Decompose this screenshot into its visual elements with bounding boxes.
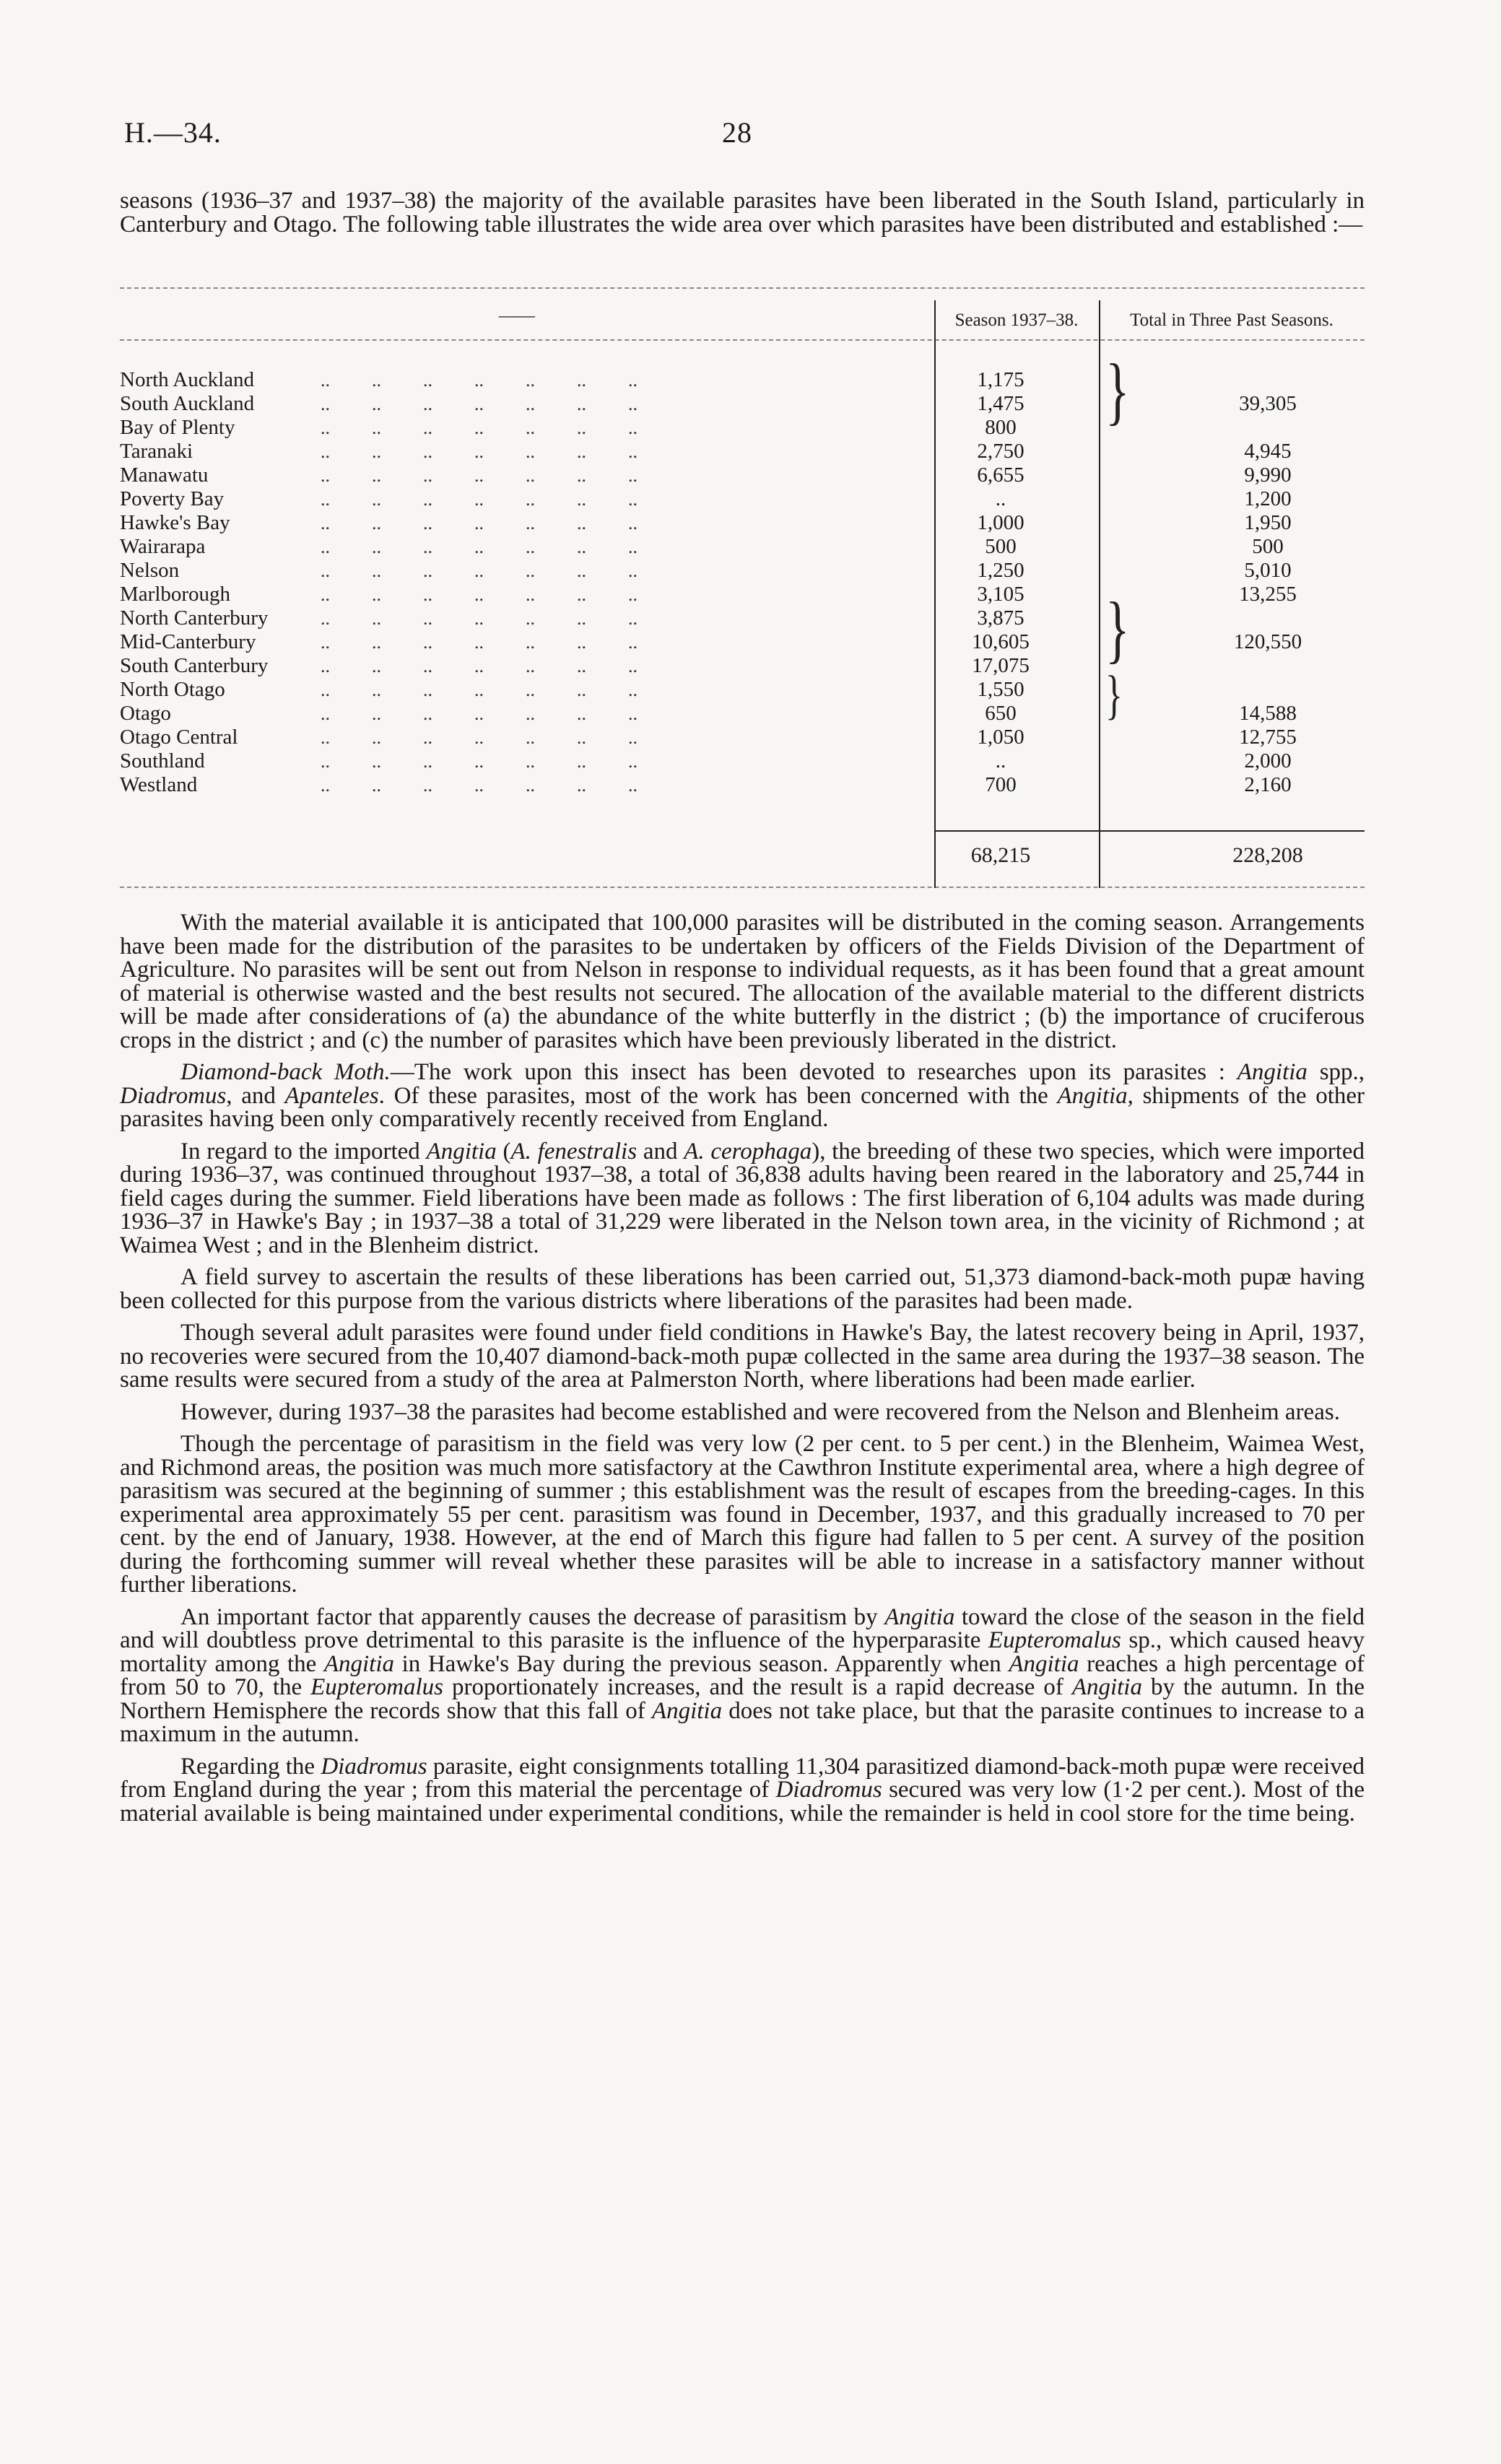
leader-dot: .. — [526, 656, 535, 676]
leader-dot: .. — [423, 775, 432, 796]
leader-dot: .. — [423, 727, 432, 748]
leader-dots — [321, 606, 934, 630]
leader-dot: .. — [628, 393, 638, 414]
leader-dot: .. — [423, 656, 432, 676]
leader-dots — [321, 749, 934, 773]
leader-dot: .. — [577, 703, 586, 724]
species-name: A. fenestralis — [510, 1138, 638, 1164]
leader-dot: .. — [526, 632, 535, 653]
leader-dots — [321, 702, 934, 726]
text-span: proportionately increases, and the result is a rapid decrease of — [451, 1674, 1063, 1700]
text-span: —The work upon this insect has been devoted to researches upon its parasites : — [390, 1059, 1225, 1085]
total-sum: 228,208 — [1232, 843, 1303, 867]
text-span: and — [643, 1138, 678, 1164]
leader-dot: .. — [577, 775, 586, 796]
text-span: In regard to the imported — [180, 1138, 420, 1164]
district-name: Hawke's Bay — [120, 511, 230, 534]
paragraph-hawkes-bay: Though several adult parasites were found under field conditions in Hawke's Bay, the latest recovery being in April, 1937, no recoveries were secured from the 10,407 diamond-back-moth pupæ collected in the same area during the 1937–38 season. The same results were secured from a study of the area at Palmerston North, where liberations had been made earlier. — [120, 1320, 1365, 1393]
body-text — [120, 911, 1365, 1825]
species-name: Diadromus — [321, 1753, 427, 1780]
leader-dot: .. — [321, 727, 330, 748]
leader-dot: .. — [474, 703, 484, 724]
district-name: North Auckland — [120, 368, 255, 391]
total-value: 500 — [1252, 535, 1284, 558]
season-value: 6,655 — [977, 463, 1024, 487]
table-row — [120, 463, 1365, 487]
leader-dot: .. — [628, 513, 638, 534]
species-name: Angitia — [884, 1603, 955, 1630]
paragraph-parasitism-percentage: Though the percentage of parasitism in the field was very low (2 per cent. to 5 per cent.) in the Blenheim, Waimea West, and Richmond areas, the position was much more satisfactory at the Cawthron Institute experimental area, where a high degree of parasitism was secured at the beginning of summer ; this establishment was the result of escapes from the breeding-cages. In this experimental area approximately 55 per cent. parasitism was found in December, 1937, and this gradually increased to 70 per cent. by the end of January, 1938. However, at the end of March this figure had fallen to 5 per cent. A survey of the position during the forthcoming summer will reveal whether these parasites will be able to increase in a satisfactory manner without further liberations. — [120, 1431, 1365, 1598]
leader-dot: .. — [321, 584, 330, 605]
leader-dot: .. — [628, 560, 638, 581]
season-column-header: Season 1937–38. — [954, 310, 1079, 330]
leader-dot: .. — [474, 513, 484, 534]
species-name: Diadromus — [775, 1777, 882, 1803]
table-row — [120, 559, 1365, 583]
leader-dot: .. — [628, 679, 638, 700]
text-span: by the autumn. In the Northern Hemisphere the records show that this fall of — [120, 1674, 1365, 1724]
season-value: 10,605 — [972, 630, 1030, 653]
leader-dots — [321, 440, 934, 463]
leader-dot: .. — [577, 656, 586, 676]
season-value: 800 — [985, 416, 1017, 439]
leader-dot: .. — [577, 441, 586, 462]
report-id: H.—34. — [124, 116, 222, 149]
leader-dot: .. — [474, 775, 484, 796]
leader-dot: .. — [321, 441, 330, 462]
leader-dot: .. — [372, 656, 381, 676]
species-name: Angitia — [1057, 1082, 1128, 1109]
table-row — [120, 749, 1365, 773]
leader-dot: .. — [526, 775, 535, 796]
leader-dot: .. — [321, 465, 330, 486]
table-row — [120, 487, 1365, 511]
season-sum: 68,215 — [970, 843, 1031, 867]
total-value: 2,160 — [1244, 773, 1292, 796]
leader-dot: .. — [423, 393, 432, 414]
brace-auckland: } — [1105, 349, 1130, 433]
leader-dot: .. — [628, 751, 638, 772]
leader-dots — [321, 511, 934, 535]
table-sum-rule — [934, 830, 1365, 832]
leader-dots — [321, 463, 934, 487]
leader-dot: .. — [321, 393, 330, 414]
total-value: 4,945 — [1244, 440, 1292, 463]
table-row — [120, 416, 1365, 440]
leader-dot: .. — [526, 560, 535, 581]
season-value: 500 — [985, 535, 1017, 558]
text-span: ( — [502, 1138, 511, 1164]
leader-dot: .. — [526, 584, 535, 605]
season-value: 3,875 — [977, 606, 1024, 630]
text-span: , and — [226, 1082, 276, 1109]
text-span: reaches a high percentage of from 50 to 70, the — [120, 1650, 1365, 1700]
table-bottom-rule — [120, 887, 1365, 888]
leader-dot: .. — [577, 370, 586, 391]
leader-dots — [321, 368, 934, 392]
leader-dot: .. — [474, 465, 484, 486]
leader-dot: .. — [577, 751, 586, 772]
leader-dots — [321, 654, 934, 678]
table-row — [120, 678, 1365, 702]
leader-dot: .. — [372, 775, 381, 796]
text-span: toward the close of the season in the field and will doubtless prove detrimental to this parasite is the influence of the hyperparasite — [120, 1603, 1365, 1653]
intro-text: seasons (1936–37 and 1937–38) the majority of the available parasites have been liberated in the South Island, particularly in Canterbury and Otago. The following table illustrates the wide area over which parasites have been distributed and established :— — [120, 188, 1365, 238]
leader-dot: .. — [526, 393, 535, 414]
district-name: Nelson — [120, 559, 180, 582]
leader-dot: .. — [628, 632, 638, 653]
leader-dot: .. — [372, 370, 381, 391]
leader-dot: .. — [321, 560, 330, 581]
species-name: Angitia — [1009, 1650, 1079, 1677]
table-row — [120, 392, 1365, 416]
text-span: An important factor that apparently causes the decrease of parasitism by — [180, 1603, 878, 1630]
leader-dot: .. — [423, 370, 432, 391]
table-row — [120, 440, 1365, 463]
leader-dot: .. — [372, 703, 381, 724]
total-value: 120,550 — [1233, 630, 1302, 653]
species-name: Angitia — [1237, 1059, 1308, 1085]
paragraph-established: However, during 1937–38 the parasites had become established and were recovered from the Nelson and Blenheim areas. — [180, 1398, 1340, 1425]
text-span: parasite, eight consignments totalling 11,304 parasitized diamond-back-moth pupæ were received from England during the year ; from this material the percentage of — [120, 1753, 1365, 1803]
leader-dot: .. — [577, 393, 586, 414]
text-span: sp., which caused heavy mortality among the — [120, 1627, 1365, 1677]
leader-dot: .. — [577, 560, 586, 581]
total-value: 12,755 — [1239, 726, 1297, 749]
leader-dot: .. — [321, 656, 330, 676]
leader-dot: .. — [423, 441, 432, 462]
total-value: 13,255 — [1239, 583, 1297, 606]
leader-dot: .. — [474, 608, 484, 629]
leader-dot: .. — [372, 560, 381, 581]
season-value: 2,750 — [977, 440, 1024, 463]
district-name: Southland — [120, 749, 205, 772]
leader-dot: .. — [321, 608, 330, 629]
leader-dot: .. — [372, 679, 381, 700]
total-value: 39,305 — [1239, 392, 1297, 415]
species-name: Apanteles — [284, 1082, 379, 1109]
leader-dot: .. — [372, 489, 381, 510]
season-value: 17,075 — [972, 654, 1030, 677]
leader-dots — [321, 773, 934, 797]
leader-dot: .. — [372, 441, 381, 462]
leader-dot: .. — [321, 679, 330, 700]
leader-dot: .. — [372, 751, 381, 772]
leader-dot: .. — [423, 560, 432, 581]
table-row — [120, 583, 1365, 606]
leader-dot: .. — [474, 679, 484, 700]
leader-dot: .. — [577, 632, 586, 653]
leader-dot: .. — [321, 703, 330, 724]
text-span: Regarding the — [180, 1753, 316, 1780]
leader-dot: .. — [526, 536, 535, 557]
district-column-header: —— — [499, 306, 535, 326]
leader-dot: .. — [577, 584, 586, 605]
leader-dots — [321, 678, 934, 702]
species-name: A. cerophaga — [684, 1138, 812, 1164]
species-name: Diadromus — [120, 1082, 227, 1109]
table-row — [120, 535, 1365, 559]
table-header-rule — [120, 339, 1365, 341]
leader-dots — [321, 487, 934, 511]
leader-dot: .. — [628, 465, 638, 486]
leader-dot: .. — [474, 441, 484, 462]
table-row — [120, 773, 1365, 797]
leader-dot: .. — [628, 441, 638, 462]
leader-dot: .. — [577, 465, 586, 486]
leader-dot: .. — [628, 656, 638, 676]
district-name: Poverty Bay — [120, 487, 225, 510]
leader-dot: .. — [526, 417, 535, 438]
leader-dot: .. — [321, 370, 330, 391]
leader-dot: .. — [526, 441, 535, 462]
leader-dot: .. — [474, 417, 484, 438]
total-value: 9,990 — [1244, 463, 1292, 487]
leader-dot: .. — [372, 536, 381, 557]
leader-dot: .. — [474, 584, 484, 605]
district-name: South Canterbury — [120, 654, 269, 677]
table-row — [120, 726, 1365, 749]
leader-dot: .. — [526, 489, 535, 510]
leader-dot: .. — [577, 608, 586, 629]
district-name: Wairarapa — [120, 535, 206, 558]
leader-dots — [321, 583, 934, 606]
leader-dot: .. — [526, 727, 535, 748]
leader-dot: .. — [474, 632, 484, 653]
district-name: North Canterbury — [120, 606, 269, 630]
leader-dot: .. — [577, 679, 586, 700]
leader-dot: .. — [321, 632, 330, 653]
leader-dot: .. — [526, 370, 535, 391]
season-value: 700 — [985, 773, 1017, 796]
leader-dot: .. — [372, 465, 381, 486]
season-value: 1,550 — [977, 678, 1024, 701]
leader-dot: .. — [526, 513, 535, 534]
leader-dot: .. — [372, 727, 381, 748]
leader-dot: .. — [321, 489, 330, 510]
district-name: Otago — [120, 702, 171, 725]
total-value: 5,010 — [1244, 559, 1292, 582]
paragraph-field-survey: A field survey to ascertain the results of these liberations has been carried out, 51,373 diamond-back-moth pupæ having been collected for this purpose from the various districts where liberations of the parasites had been made. — [120, 1264, 1365, 1314]
leader-dot: .. — [423, 584, 432, 605]
paragraph-hyperparasite — [120, 1603, 1365, 1747]
leader-dot: .. — [474, 393, 484, 414]
leader-dot: .. — [526, 679, 535, 700]
leader-dot: .. — [372, 584, 381, 605]
diamond-back-heading: Diamond-back Moth. — [180, 1059, 391, 1085]
leader-dot: .. — [423, 489, 432, 510]
season-value: .. — [995, 749, 1006, 772]
leader-dot: .. — [321, 417, 330, 438]
text-span: does not take place, but that the parasite continues to increase to a maximum in the autumn. — [120, 1697, 1365, 1747]
leader-dot: .. — [321, 751, 330, 772]
table-row — [120, 368, 1365, 392]
species-name: Eupteromalus — [988, 1627, 1121, 1653]
leader-dot: .. — [321, 513, 330, 534]
leader-dot: .. — [423, 465, 432, 486]
text-span: in Hawke's Bay during the previous season. Apparently when — [401, 1650, 1001, 1677]
season-value: 3,105 — [977, 583, 1024, 606]
district-name: North Otago — [120, 678, 225, 701]
leader-dot: .. — [423, 679, 432, 700]
leader-dot: .. — [577, 727, 586, 748]
total-column-header: Total in Three Past Seasons. — [1130, 310, 1334, 330]
leader-dots — [321, 630, 934, 654]
leader-dot: .. — [372, 632, 381, 653]
leader-dots — [321, 416, 934, 440]
leader-dot: .. — [423, 632, 432, 653]
leader-dot: .. — [321, 536, 330, 557]
leader-dot: .. — [474, 489, 484, 510]
leader-dot: .. — [577, 489, 586, 510]
season-value: 1,250 — [977, 559, 1024, 582]
species-name: Angitia — [323, 1650, 395, 1677]
leader-dots — [321, 726, 934, 749]
paragraph-imported-angitia — [120, 1140, 1365, 1258]
season-value: 1,475 — [977, 392, 1024, 415]
leader-dot: .. — [474, 656, 484, 676]
text-span: ), the breeding of these two species, which were imported during 1936–37, was continued throughout 1937–38, a total of 36,838 adults having been reared in the laboratory and 25,744 in field cages during the summer. Field liberations have been made as follows : The first liberation of 6,104 adults was made during 1936–37 in Hawke's Bay ; in 1937–38 a total of 31,229 were liberated in the Nelson town area, in the vicinity of Richmond ; at Waimea West ; and in the Blenheim district. — [120, 1138, 1365, 1258]
leader-dots — [321, 392, 934, 416]
leader-dot: .. — [372, 513, 381, 534]
leader-dot: .. — [628, 417, 638, 438]
leader-dot: .. — [321, 775, 330, 796]
leader-dot: .. — [577, 417, 586, 438]
district-name: Bay of Plenty — [120, 416, 235, 439]
table-row — [120, 654, 1365, 678]
leader-dot: .. — [372, 608, 381, 629]
text-span: spp., — [1319, 1059, 1365, 1085]
species-name: Eupteromalus — [310, 1674, 444, 1700]
season-value: 1,050 — [977, 726, 1024, 749]
district-name: Mid-Canterbury — [120, 630, 256, 653]
leader-dot: .. — [577, 513, 586, 534]
leader-dot: .. — [526, 608, 535, 629]
table-row — [120, 630, 1365, 654]
intro-paragraph — [120, 189, 1365, 236]
text-span: , shipments of the other parasites having been only comparatively recently received from England. — [120, 1082, 1365, 1132]
table-row — [120, 606, 1365, 630]
table-row — [120, 511, 1365, 535]
leader-dot: .. — [474, 370, 484, 391]
district-name: Manawatu — [120, 463, 209, 487]
leader-dot: .. — [628, 775, 638, 796]
page-number: 28 — [722, 116, 752, 149]
leader-dot: .. — [628, 703, 638, 724]
brace-otago: } — [1105, 664, 1123, 725]
leader-dots — [321, 559, 934, 583]
leader-dot: .. — [577, 536, 586, 557]
leader-dot: .. — [628, 584, 638, 605]
leader-dot: .. — [526, 703, 535, 724]
leader-dot: .. — [628, 489, 638, 510]
leader-dot: .. — [628, 608, 638, 629]
leader-dot: .. — [423, 703, 432, 724]
leader-dot: .. — [423, 417, 432, 438]
leader-dot: .. — [474, 560, 484, 581]
paragraph-diadromus — [120, 1755, 1365, 1826]
season-value: 1,000 — [977, 511, 1024, 534]
season-value: 650 — [985, 702, 1017, 725]
leader-dot: .. — [423, 536, 432, 557]
brace-canterbury: } — [1105, 588, 1130, 671]
leader-dot: .. — [474, 727, 484, 748]
leader-dots — [321, 535, 934, 559]
total-value: 1,200 — [1244, 487, 1292, 510]
species-name: Angitia — [1071, 1674, 1142, 1700]
total-value: 2,000 — [1244, 749, 1292, 772]
leader-dot: .. — [526, 751, 535, 772]
leader-dot: .. — [372, 417, 381, 438]
leader-dot: .. — [372, 393, 381, 414]
district-name: Otago Central — [120, 726, 238, 749]
district-name: Westland — [120, 773, 198, 796]
paragraph-diamond-back-moth — [120, 1061, 1365, 1131]
paragraph-distribution: With the material available it is anticipated that 100,000 parasites will be distributed in the coming season. Arrangements have been made for the distribution of the parasites to be undertaken by officers of the Fields Division of the Department of Agriculture. No parasites will be sent out from Nelson in response to individual requests, as it has been found that a great amount of material is otherwise wasted and the best results not secured. The allocation of the available material to the different districts will be made after considerations of (a) the abundance of the white butterfly in the district ; (b) the importance of cruciferous crops in the district ; and (c) the number of parasites which have been previously liberated in the district. — [120, 910, 1365, 1053]
table-row — [120, 702, 1365, 726]
parasite-distribution-table — [120, 287, 1365, 888]
text-span: secured was very low (1·2 per cent.). Most of the material available is being maintained under experimental conditions, while the remainder is held in cool store for the time being. — [120, 1777, 1365, 1827]
total-value: 1,950 — [1244, 511, 1292, 534]
district-name: Taranaki — [120, 440, 193, 463]
leader-dot: .. — [474, 536, 484, 557]
season-value: .. — [995, 487, 1006, 510]
leader-dot: .. — [423, 513, 432, 534]
leader-dot: .. — [628, 370, 638, 391]
species-name: Angitia — [426, 1138, 497, 1164]
leader-dot: .. — [628, 727, 638, 748]
species-name: Angitia — [651, 1697, 723, 1724]
season-value: 1,175 — [977, 368, 1024, 391]
leader-dot: .. — [474, 751, 484, 772]
text-span: . Of these parasites, most of the work has been concerned with the — [378, 1082, 1048, 1109]
leader-dot: .. — [423, 751, 432, 772]
leader-dot: .. — [423, 608, 432, 629]
total-value: 14,588 — [1239, 702, 1297, 725]
table-top-rule — [120, 287, 1365, 289]
leader-dot: .. — [628, 536, 638, 557]
district-name: South Auckland — [120, 392, 255, 415]
leader-dot: .. — [526, 465, 535, 486]
district-name: Marlborough — [120, 583, 231, 606]
